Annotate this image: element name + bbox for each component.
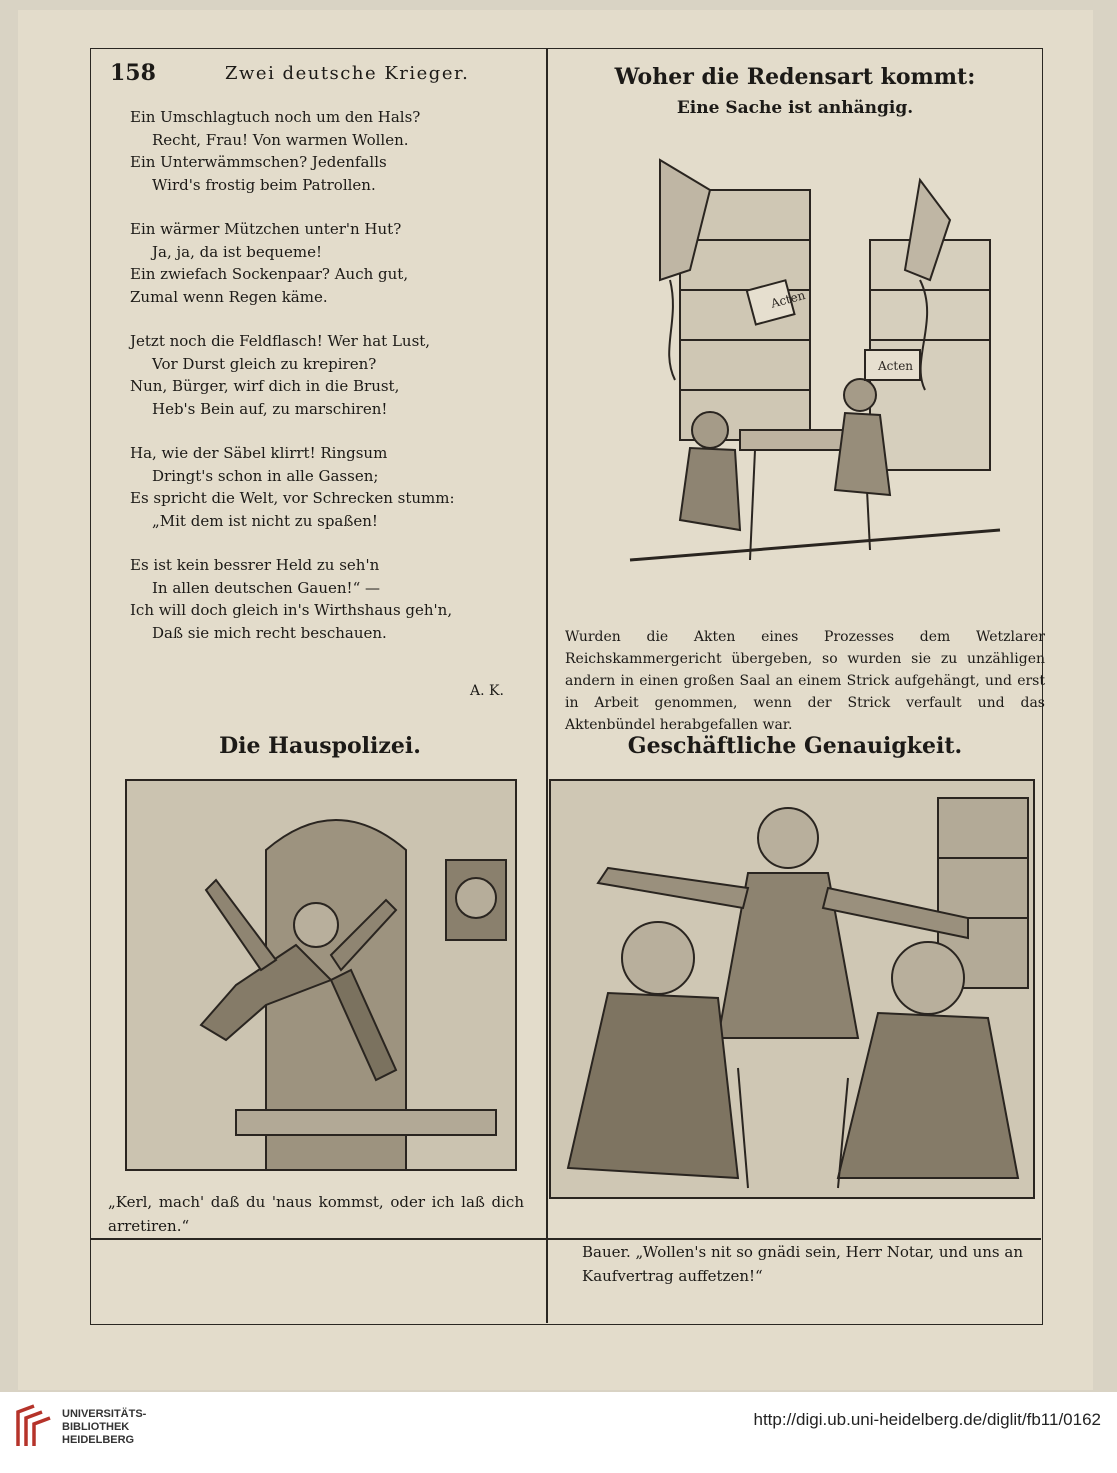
poem-line: Es ist kein bessrer Held zu seh'n xyxy=(130,556,380,574)
poem xyxy=(130,106,530,666)
running-title: Zwei deutsche Krieger. xyxy=(225,63,470,84)
illustration-hanging-files xyxy=(620,130,1020,600)
poem-stanza xyxy=(130,442,530,532)
illustration-hauspolizei xyxy=(116,770,526,1180)
poem-line: Jetzt noch die Feldflasch! Wer hat Lust, xyxy=(130,332,431,350)
poem-line: Nun, Bürger, wirf dich in die Brust, xyxy=(130,377,400,395)
poem-line: „Mit dem ist nicht zu spaßen! xyxy=(152,511,378,530)
redensart-subtitle: Eine Sache ist anhängig. xyxy=(676,98,914,118)
poem-stanza xyxy=(130,106,530,196)
poem-line: Ha, wie der Säbel klirrt! Ringsum xyxy=(130,444,388,462)
viewer-footer xyxy=(0,1392,1117,1473)
file-label: Acten xyxy=(878,359,914,373)
poem-stanza xyxy=(130,330,530,420)
poem-line: Ein Unterwämmschen? Jedenfalls xyxy=(130,153,387,171)
poem-line: Ein wärmer Mützchen unter'n Hut? xyxy=(130,220,402,238)
redensart-text: Wurden die Akten eines Prozesses dem Wetzlarer Reichskammergericht übergeben, so wurden sie zu unzähligen andern in einen großen Saal an einem Strick aufgehängt, und erst in Arbeit genommen, wenn der Strick verfault und das Aktenbündel herabgefallen war. xyxy=(565,629,1045,733)
poem-line: In allen deutschen Gauen!“ — xyxy=(152,578,381,597)
poem-line: Vor Durst gleich zu krepiren? xyxy=(152,354,377,373)
poem-line: Recht, Frau! Von warmen Wollen. xyxy=(152,130,409,149)
poem-line: Heb's Bein auf, zu marschiren! xyxy=(152,399,388,418)
page-number: 158 xyxy=(110,60,156,86)
hauspolizei-caption: „Kerl, mach' daß du 'naus kommst, oder ich laß dich arretiren.“ xyxy=(108,1193,524,1235)
genauigkeit-title: Geschäftliche Genauigkeit. xyxy=(627,733,963,759)
genauigkeit-caption: Bauer. „Wollen's nit so gnädi sein, Herr Notar, und uns an Kaufvertrag auffetzen!“ xyxy=(582,1243,1023,1285)
poem-line: Ja, ja, da ist bequeme! xyxy=(152,242,322,261)
illustration-notar xyxy=(548,778,1036,1200)
library-logo-text: UNIVERSITÄTS- BIBLIOTHEK HEIDELBERG xyxy=(62,1408,147,1446)
file-label: Acten xyxy=(769,288,807,311)
poem-line: Daß sie mich recht beschauen. xyxy=(152,623,387,642)
poem-author: A. K. xyxy=(470,683,504,699)
poem-line: Ein Umschlagtuch noch um den Hals? xyxy=(130,108,421,126)
poem-stanza xyxy=(130,554,530,644)
permalink-url[interactable]: http://digi.ub.uni-heidelberg.de/diglit/fb11/0162 xyxy=(753,1410,1101,1429)
hauspolizei-title: Die Hauspolizei. xyxy=(219,733,421,759)
poem-line: Dringt's schon in alle Gassen; xyxy=(152,466,379,485)
poem-line: Ein zwiefach Sockenpaar? Auch gut, xyxy=(130,265,409,283)
poem-stanza xyxy=(130,218,530,308)
poem-line: Es spricht die Welt, vor Schrecken stumm: xyxy=(130,489,455,507)
library-logo-icon xyxy=(14,1404,54,1450)
poem-line: Zumal wenn Regen käme. xyxy=(130,287,328,306)
poem-line: Ich will doch gleich in's Wirthshaus geh'n, xyxy=(130,601,453,619)
poem-line: Wird's frostig beim Patrollen. xyxy=(152,175,376,194)
redensart-title: Woher die Redensart kommt: xyxy=(614,64,976,90)
